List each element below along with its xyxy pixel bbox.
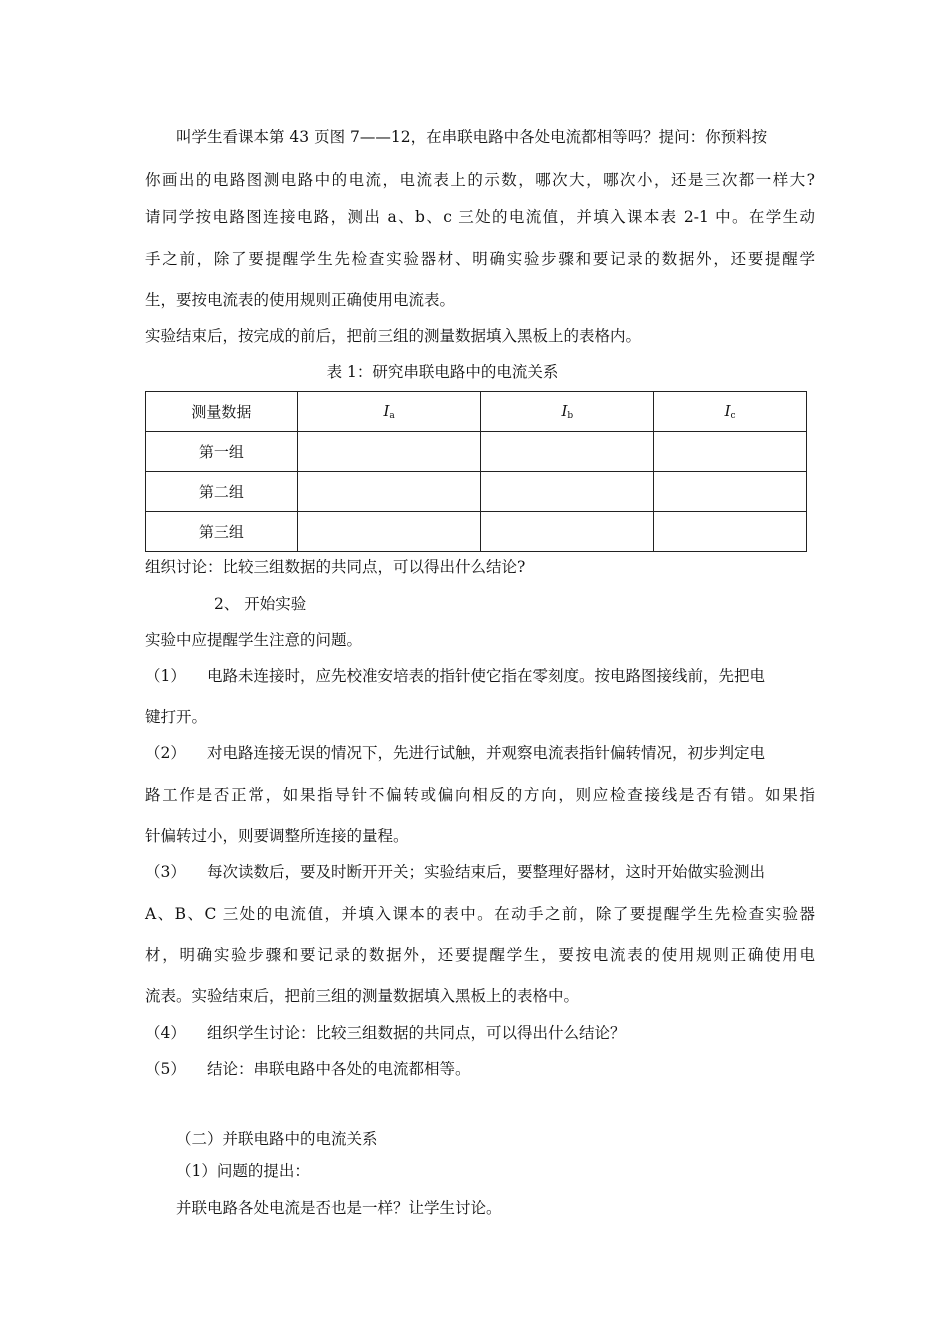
header-ib-cell: [481, 392, 654, 432]
note-3-label: （3）: [145, 863, 186, 881]
para2: 实验结束后，按完成的前后，把前三组的测量数据填入黑板上的表格内。: [145, 327, 642, 345]
para1-line1: 叫学生看课本第 43 页图 7——12，在串联电路中各处电流都相等吗？提问：你预料按: [176, 128, 768, 146]
note-5-line1: （5） 结论：串联电路中各处的电流都相等。: [145, 1060, 471, 1078]
para1-line3: 请同学按电路图连接电路，测出 a、b、c 三处的电流值，并填入课本表 2-1 中。在学生动: [145, 208, 815, 226]
note-3-line2: A、B、C 三处的电流值，并填入课本的表中。在动手之前，除了要提醒学生先检查实验器: [145, 905, 815, 923]
data-cell: [297, 472, 481, 512]
discussion: 组织讨论：比较三组数据的共同点，可以得出什么结论?: [145, 558, 526, 576]
note-2-line2: 路工作是否正常，如果指导针不偏转或偏向相反的方向，则应检查接线是否有错。如果指: [145, 786, 815, 804]
table-row: [146, 432, 807, 472]
para1-line2: 你画出的电路图测电路中的电流，电流表上的示数，哪次大，哪次小，还是三次都一样大?: [145, 171, 815, 189]
table-header-row: [146, 392, 807, 432]
data-cell: [654, 512, 807, 552]
data-cell: [654, 432, 807, 472]
data-cell: [481, 472, 654, 512]
notes-intro: 实验中应提醒学生注意的问题。: [145, 631, 363, 649]
table-row: [146, 512, 807, 552]
para1-line4: 手之前，除了要提醒学生先检查实验器材、明确实验步骤和要记录的数据外，还要提醒学: [145, 250, 815, 268]
ib-symbol: $I_b$: [561, 402, 574, 421]
ia-symbol: $I_a$: [383, 402, 395, 421]
data-cell: [481, 512, 654, 552]
header-label-cell: 测量数据: [146, 392, 298, 432]
row-label: 第二组: [146, 472, 298, 512]
section-b-title: （二）并联电路中的电流关系: [176, 1130, 378, 1148]
note-1-line2: 键打开。: [145, 708, 208, 726]
note-2-label: （2）: [145, 744, 186, 762]
data-cell: [481, 432, 654, 472]
data-cell: [297, 432, 481, 472]
section2-title: 2、 开始实验: [214, 595, 307, 613]
note-4-line1: （4） 组织学生讨论：比较三组数据的共同点，可以得出什么结论？: [145, 1024, 626, 1042]
row-label: 第一组: [146, 432, 298, 472]
note-2-line1: （2） 对电路连接无误的情况下，先进行试触，并观察电流表指针偏转情况，初步判定电: [145, 744, 766, 762]
para1-line5: 生，要按电流表的使用规则正确使用电流表。: [145, 291, 456, 309]
ic-symbol: $I_c$: [724, 402, 736, 421]
note-3-line1: （3） 每次读数后，要及时断开开关；实验结束后，要整理好器材，这时开始做实验测出: [145, 863, 766, 881]
note-4-label: （4）: [145, 1024, 186, 1042]
current-table: [145, 391, 807, 552]
note-1-label: （1）: [145, 667, 186, 685]
data-cell: [654, 472, 807, 512]
table-caption: 表 1：研究串联电路中的电流关系: [326, 363, 559, 381]
header-ic-cell: [654, 392, 807, 432]
note-3-line3: 材，明确实验步骤和要记录的数据外，还要提醒学生，要按电流表的使用规则正确使用电: [145, 946, 815, 964]
note-5-label: （5）: [145, 1060, 186, 1078]
note-1-line1: （1） 电路未连接时，应先校准安培表的指针使它指在零刻度。按电路图接线前，先把电: [145, 667, 766, 685]
header-ia-cell: [297, 392, 481, 432]
row-label: 第三组: [146, 512, 298, 552]
note-2-line3: 针偏转过小，则要调整所连接的量程。: [145, 827, 409, 845]
section-b-subtitle: （1）问题的提出：: [176, 1162, 310, 1180]
table-row: [146, 472, 807, 512]
section-b-question: 并联电路各处电流是否也是一样？让学生讨论。: [176, 1199, 502, 1217]
data-cell: [297, 512, 481, 552]
note-3-line4: 流表。实验结束后，把前三组的测量数据填入黑板上的表格中。: [145, 987, 580, 1005]
